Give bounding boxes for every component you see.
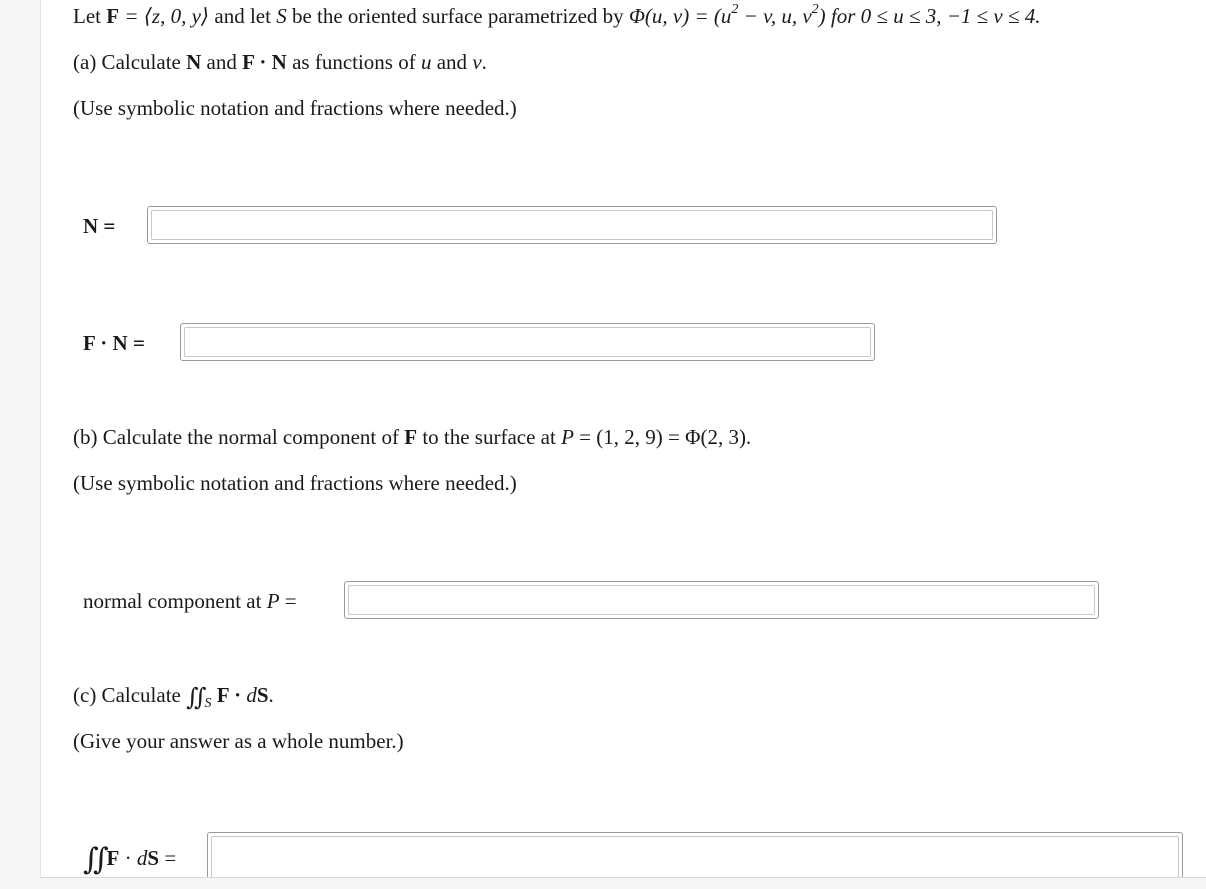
parameter-range: for 0 ≤ u ≤ 3, −1 ≤ v ≤ 4. [825,4,1041,28]
surface-integral-answer-input[interactable] [211,836,1179,878]
vector-field-definition: = ⟨z, 0, y⟩ [119,4,210,28]
double-integral-symbol: ∬ [186,685,199,711]
question-panel [40,0,1206,878]
surface-integral-answer-field[interactable] [207,832,1183,878]
parametrization: Φ(u, $v) = (u^2 - v$, u, $v^2$) [628,2,826,28]
part-a-hint: (Use symbolic notation and fractions where needed.) [73,96,517,120]
normal-component-answer-field[interactable] [344,581,1099,619]
part-c-prompt: (c) Calculate ∬ $_S$ F · dS. [73,683,274,712]
normal-component-answer-input[interactable] [348,585,1095,615]
FdotN-answer-field[interactable] [180,323,875,361]
intro-text: Let [73,4,101,28]
N-answer-field[interactable] [147,206,997,244]
part-b-prompt: (b) Calculate the normal component of F to the surface at P = (1, 2, 9) = Φ(2, 3). [73,425,752,449]
surface-integral-label: ∬ F · dS = [83,843,177,876]
intro-text-mid2: be the oriented surface parametrized by [286,4,629,28]
intro-text-mid: and let [209,4,277,28]
part-c-hint: (Give your answer as a whole number.) [73,729,404,753]
surface-symbol: S [276,4,287,28]
problem-statement [73,2,1041,30]
FdotN-answer-input[interactable] [184,327,871,357]
answer-integral-symbol: ∬ [83,843,99,876]
normal-component-label: normal component at P = [83,589,297,613]
vector-field-symbol: F [106,4,120,28]
FdotN-label: F · N = [83,331,145,355]
part-a-prompt: (a) Calculate N and F · N as functions of u and v. [73,50,487,74]
N-label: N = [83,214,116,238]
N-answer-input[interactable] [151,210,993,240]
part-b-hint: (Use symbolic notation and fractions where needed.) [73,471,517,495]
